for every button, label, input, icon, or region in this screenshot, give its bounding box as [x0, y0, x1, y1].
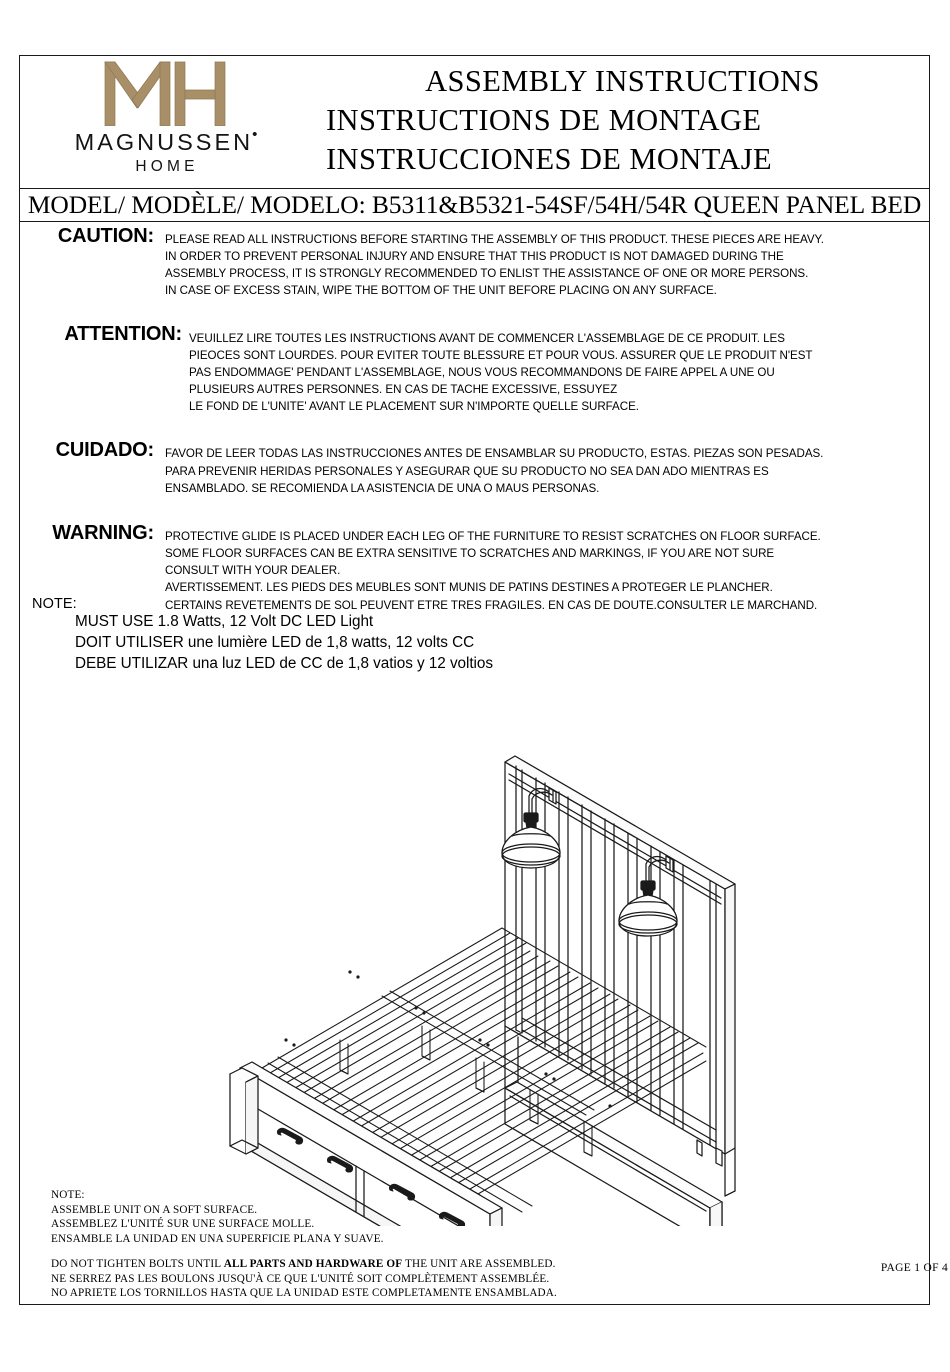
warning-line: ASSEMBLY PROCESS, IT IS STRONGLY RECOMMENDED TO ENLIST THE ASSISTANCE OF ONE OR MORE PERSONS. — [165, 267, 809, 281]
led-note-line-en: MUST USE 1.8 Watts, 12 Volt DC LED Light — [75, 613, 374, 630]
warning-line: SOME FLOOR SURFACES CAN BE EXTRA SENSITIVE TO SCRATCHES AND MARKINGS, IF YOU ARE NOT SURE — [165, 547, 775, 561]
bottom-note-soft-fr: ASSEMBLEZ L'UNITÉ SUR UNE SURFACE MOLLE. — [51, 1218, 315, 1231]
title-french: INSTRUCTIONS DE MONTAGE — [326, 103, 762, 138]
warning-block-caution — [20, 226, 929, 300]
warning-line: PLEASE READ ALL INSTRUCTIONS BEFORE STARTING THE ASSEMBLY OF THIS PRODUCT. THESE PIECES ARE HEAVY. — [165, 233, 824, 246]
title-spanish: INSTRUCCIONES DE MONTAJE — [326, 142, 773, 177]
bottom-note-soft-en: ASSEMBLE UNIT ON A SOFT SURFACE. — [51, 1203, 258, 1216]
document-header — [20, 56, 929, 188]
bottom-note-bolts-es: NO APRIETE LOS TORNILLOS HASTA QUE LA UNIDAD ESTE COMPLETAMENTE ENSAMBLADA. — [51, 1287, 557, 1300]
warning-label-caution: CAUTION: — [57, 225, 154, 247]
page-number: PAGE 1 OF 4 — [880, 1262, 948, 1274]
warning-label-warning: WARNING: — [52, 521, 154, 544]
bolts-post: THE UNIT ARE ASSEMBLED. — [402, 1258, 556, 1271]
warning-line: LE FOND DE L'UNITE' AVANT LE PLACEMENT SUR N'IMPORTE QUELLE SURFACE. — [189, 400, 639, 414]
bolts-pre: DO NOT TIGHTEN BOLTS UNTIL — [51, 1258, 224, 1271]
warning-label-attention: ATTENTION: — [64, 322, 182, 345]
led-note-block — [32, 596, 493, 675]
model-text: MODEL/ MODÈLE/ MODELO: B5311&B5321-54SF/54H/54R QUEEN PANEL BED — [27, 190, 922, 219]
warning-label-cuidado: CUIDADO: — [55, 439, 154, 462]
warnings-area — [20, 224, 929, 614]
brand-sub-wordmark: HOME — [135, 157, 199, 175]
bottom-note-bolts-fr: NE SERREZ PAS LES BOULONS JUSQU'À CE QUE L'UNITÉ SOIT COMPLÈTEMENT ASSEMBLÉE. — [51, 1272, 550, 1285]
warning-line: IN ORDER TO PREVENT PERSONAL INJURY AND ENSURE THAT THIS PRODUCT IS NOT DAMAGED DURING THE — [165, 250, 784, 264]
warning-body-cuidado — [154, 440, 929, 496]
brand-wordmark-text: MAGNUSSEN — [74, 128, 254, 155]
model-bar — [20, 188, 929, 222]
bed-assembly-svg — [150, 696, 850, 1226]
bottom-note-bolts-en — [51, 1257, 557, 1272]
bottom-note-soft-es: ENSAMBLE LA UNIDAD EN UNA SUPERFICIE PLANA Y SUAVE. — [51, 1232, 384, 1245]
warning-block-attention — [20, 324, 929, 416]
document-frame — [19, 55, 930, 1305]
mh-monogram-icon — [103, 60, 227, 126]
warning-line: PARA PREVENIR HERIDAS PERSONALES Y ASEGURAR QUE SU PRODUCTO NO SEA DAN ADO MIENTRAS ES — [165, 464, 769, 478]
led-note-line-es: DEBE UTILIZAR una luz LED de CC de 1,8 vatios y 12 voltios — [75, 654, 493, 672]
title-block — [320, 62, 925, 179]
title-english: ASSEMBLY INSTRUCTIONS — [425, 64, 820, 98]
bed-assembly-diagram — [150, 696, 850, 1226]
warning-line: VEUILLEZ LIRE TOUTES LES INSTRUCTIONS AVANT DE COMMENCER L'ASSEMBLAGE DE CE PRODUIT. LES — [189, 331, 785, 345]
warning-block-cuidado — [20, 440, 929, 496]
led-note-line-fr: DOIT UTILISER une lumière LED de 1,8 watts, 12 volts CC — [75, 633, 475, 651]
bottom-notes-block — [51, 1188, 557, 1301]
registered-mark-icon: • — [252, 126, 258, 143]
warning-body-caution — [154, 226, 929, 300]
warning-line: FAVOR DE LEER TODAS LAS INSTRUCCIONES ANTES DE ENSAMBLAR SU PRODUCTO, ESTAS. PIEZAS SON PESADAS. — [165, 447, 824, 461]
warning-line: IN CASE OF EXCESS STAIN, WIPE THE BOTTOM OF THE UNIT BEFORE PLACING ON ANY SURFACE. — [165, 284, 717, 298]
bottom-note-heading: NOTE: — [51, 1189, 85, 1201]
warning-body-attention — [182, 324, 929, 416]
bolts-bold: ALL PARTS AND HARDWARE OF — [223, 1258, 403, 1271]
bottom-note-spacer — [51, 1246, 557, 1257]
warning-line: PIEOCES SONT LOURDES. POUR EVITER TOUTE BLESSURE ET POUR VOUS. ASSURER QUE LE PRODUIT N'EST — [189, 348, 813, 362]
led-note-heading: NOTE: — [32, 596, 77, 612]
brand-wordmark — [72, 128, 259, 156]
warning-line: CONSULT WITH YOUR DEALER. — [165, 564, 341, 578]
warning-line: PLUSIEURS AUTRES PERSONNES. EN CAS DE TACHE EXCESSIVE, ESSUYEZ — [189, 383, 618, 397]
warning-line: PROTECTIVE GLIDE IS PLACED UNDER EACH LEG OF THE FURNITURE TO RESIST SCRATCHES ON FLOOR SURFACE. — [165, 529, 821, 543]
warning-line: ENSAMBLADO. SE RECOMIENDA LA ASISTENCIA DE UNA O MAUS PERSONAS. — [165, 481, 600, 495]
warning-line: PAS ENDOMMAGE' PENDANT L'ASSEMBLAGE, NOUS VOUS RECOMMANDONS DE FAIRE APPEL A UNE OU — [189, 365, 775, 379]
brand-logo-block — [26, 60, 304, 176]
warning-line: AVERTISSEMENT. LES PIEDS DES MEUBLES SONT MUNIS DE PATINS DESTINES A PROTEGER LE PLANCHER. — [165, 581, 773, 595]
warning-line: CERTAINS REVETEMENTS DE SOL PEUVENT ETRE TRES FRAGILES. EN CAS DE DOUTE.CONSULTER LE MARCHAND. — [165, 598, 818, 612]
